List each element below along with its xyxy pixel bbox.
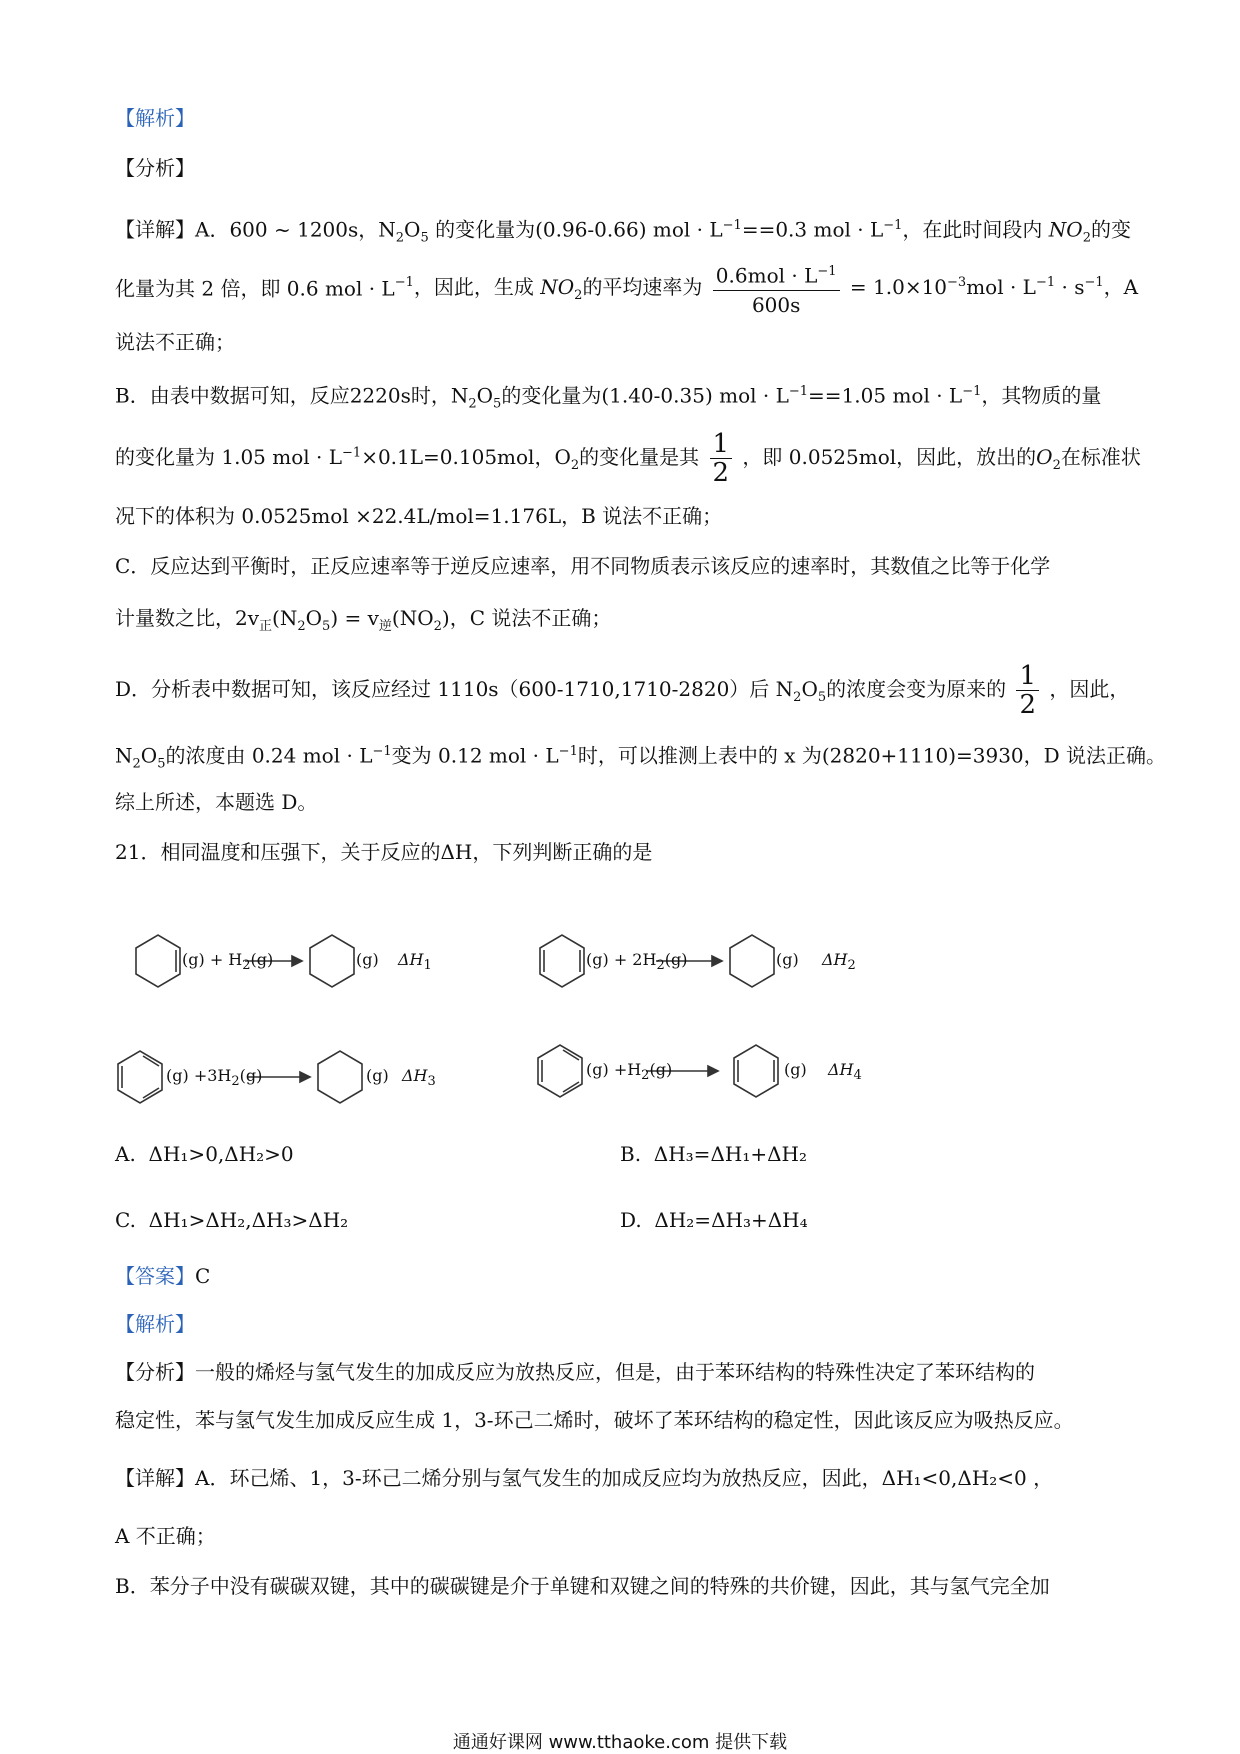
q20-d-line1: D．分析表中数据可知，该反应经过 1110s（600-1710,1710-2820）后 $N_2O_5$的浓度会变为原来的 $\frac{1}{2}$ ，因此， — [115, 661, 1130, 720]
fenxi-tag: 【分析】 — [115, 156, 195, 180]
q20-b-line3: 况下的体积为 0.0525mol ×22.4L/mol=1.176L，B 说法不正确； — [115, 504, 723, 528]
reaction-3-product: (g) — [366, 1066, 389, 1085]
dh1-label: $\Delta H_1$ — [398, 950, 432, 974]
dh4-label: $\Delta H_4$ — [828, 1060, 862, 1084]
reaction-1: $(g) + H_2(g)$ — [182, 950, 274, 974]
benzene-icon-2 — [538, 1045, 582, 1097]
q20-a-line3: 说法不正确； — [115, 330, 235, 354]
analysis-tag: 【解析】 — [115, 106, 195, 130]
q21-stem: 21．相同温度和压强下，关于反应的ΔH，下列判断正确的是 — [115, 840, 653, 864]
q20-b-line2: 的变化量为 1.05 mol · $L^{-1}\times 0.1L=0.105mol$，$O_2$的变化量是其 $\frac{1}{2}$ ，即 0.0525mol，因此，放出的$O_2$在标准状 — [115, 429, 1141, 488]
detail-line3: B．苯分子中没有碳碳双键，其中的碳碳键是介于单键和双键之间的特殊的共价键，因此，其与氢气完全加 — [115, 1574, 1050, 1598]
q20-b-line1: B．由表中数据可知，反应2220s时，$N_2O_5$的变化量为(1.40-0.35) mol · $L^{-1}==1.05$ mol · $L^{-1}$，其物质的量 — [115, 383, 1102, 412]
option-d: D. ΔH₂=ΔH₃+ΔH₄ — [620, 1208, 808, 1232]
cyclohexene-icon — [136, 935, 180, 987]
q20-a-line2: 化量为其 2 倍，即 0.6 mol · $L^{-1}$，因此，生成 $NO_2$的平均速率为 $\frac{0.6mol \cdot L^{-1}}{600s}$ = $1.0\times 10^{-3}mol \cdot L^{-1} \cdot s^{-1}$，A — [115, 258, 1138, 319]
cyclohexane-icon-3 — [318, 1051, 362, 1103]
q20-c-line2: 计量数之比，$2v_正(N_2O_5) = v_逆(NO_2)$，C 说法不正确； — [115, 606, 612, 634]
option-c: C. ΔH₁>ΔH₂,ΔH₃>ΔH₂ — [115, 1208, 349, 1232]
analysis-tag-2: 【解析】 — [115, 1312, 195, 1336]
q20-d-line2: $N_2O_5$的浓度由 0.24 mol · $L^{-1}$变为 0.12 mol · $L^{-1}$时，可以推测上表中的 x 为(2820+1110)=3930，D 说法正确。 — [115, 743, 1167, 772]
reaction-2-product: (g) — [776, 950, 799, 969]
page-footer: 通通好课网 www.tthaoke.com 提供下载 — [452, 1732, 788, 1753]
dh2-label: $\Delta H_2$ — [822, 950, 856, 974]
option-a: A. ΔH₁>0,ΔH₂>0 — [115, 1142, 294, 1166]
reaction-3: $(g) +3H_2(g)$ — [166, 1066, 263, 1090]
fenxi-line1: 【分析】一般的烯烃与氢气发生的加成反应为放热反应，但是，由于苯环结构的特殊性决定了苯环结构的 — [115, 1360, 1035, 1384]
fenxi-line2: 稳定性，苯与氢气发生加成反应生成 1，3-环己二烯时，破坏了苯环结构的稳定性，因此该反应为吸热反应。 — [115, 1408, 1074, 1432]
reaction-1-product: (g) — [356, 950, 379, 969]
q20-c-line1: C．反应达到平衡时，正反应速率等于逆反应速率，用不同物质表示该反应的速率时，其数值之比等于化学 — [115, 554, 1051, 578]
reaction-2: $(g) + 2H_2(g)$ — [586, 950, 688, 974]
q20-summary: 综上所述，本题选 D。 — [115, 790, 318, 814]
detail-line2: A 不正确； — [115, 1524, 216, 1548]
reaction-4-product: (g) — [784, 1060, 807, 1079]
half-fraction: $\frac{1}{2}$ — [710, 430, 733, 487]
half-fraction-2: $\frac{1}{2}$ — [1016, 662, 1039, 719]
cyclohexadiene-icon-2 — [734, 1045, 778, 1097]
option-b: B. ΔH₃=ΔH₁+ΔH₂ — [620, 1142, 808, 1166]
detail-line1: 【详解】A．环己烯、1，3-环己二烯分别与氢气发生的加成反应均为放热反应，因此，ΔH₁<0,ΔH₂<0 ， — [115, 1466, 1054, 1490]
benzene-icon — [118, 1051, 162, 1103]
rate-fraction: $\frac{0.6mol \cdot L^{-1}}{600s}$ — [713, 258, 840, 319]
dh3-label: $\Delta H_3$ — [402, 1066, 436, 1090]
answer-line: 【答案】C — [115, 1264, 211, 1288]
cyclohexane-icon — [310, 935, 354, 987]
cyclohexadiene-icon — [540, 935, 584, 987]
q20-a-line1: 【详解】A．600 ~ 1200s，$N_2O_5$ 的变化量为(0.96-0.66) mol · $L^{-1}==0.3$ mol · $L^{-1}$，在此时间段内 $NO_2$的变 — [115, 217, 1131, 246]
cyclohexane-icon-2 — [730, 935, 774, 987]
reaction-4: $(g) +H_2(g)$ — [586, 1060, 673, 1084]
